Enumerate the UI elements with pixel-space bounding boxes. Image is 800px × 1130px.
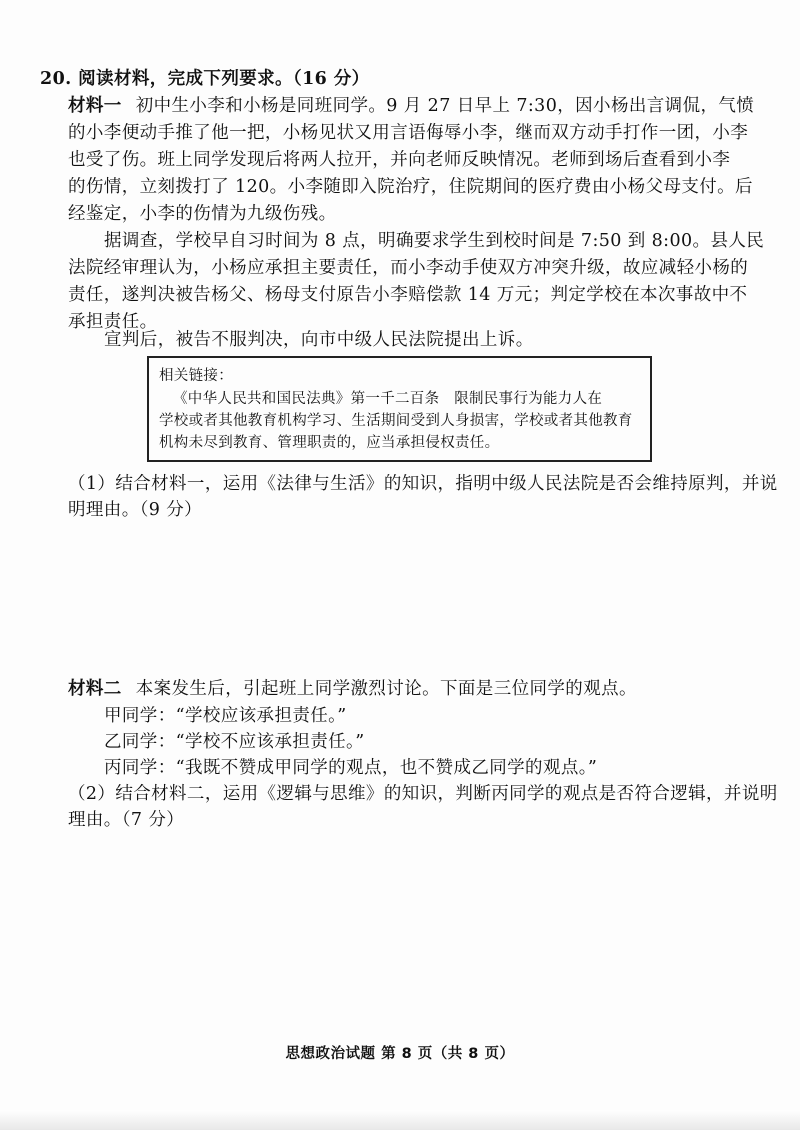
material2-line bbox=[68, 676, 748, 702]
material1-label: 材料一 bbox=[68, 96, 122, 116]
related-link-line-2: 学校或者其他教育机构学习、生活期间受到人身损害，学校或者其他教育 bbox=[159, 413, 633, 429]
material1-line-4: 的伤情，立刻拨打了 120。小李随即入院治疗，住院期间的医疗费由小杨父母支付。后 bbox=[68, 177, 753, 197]
material1-para2-line-1: 据调查，学校早自习时间为 8 点，明确要求学生到校时间是 7:50 到 8:00。县人民 bbox=[104, 231, 765, 251]
sub-question-1-line-2: 明理由。（9 分） bbox=[68, 500, 203, 520]
material2-label: 材料二 bbox=[68, 679, 122, 699]
material1-para2-line-2: 法院经审理认为，小杨应承担主要责任，而小李动手使双方冲突升级，故应减轻小杨的 bbox=[68, 258, 749, 278]
material1-para2-line-3: 责任，遂判决被告杨父、杨母支付原告小李赔偿款 14 万元；判定学校在本次事故中不 bbox=[68, 285, 748, 305]
view-bing: 丙同学：“我既不赞成甲同学的观点，也不赞成乙同学的观点。” bbox=[104, 758, 598, 778]
related-link-title: 相关链接： bbox=[159, 368, 233, 384]
view-jia: 甲同学：“学校应该承担责任。” bbox=[104, 706, 347, 726]
sub-question-1-line-1: （1）结合材料一，运用《法律与生活》的知识，指明中级人民法院是否会维持原判，并说 bbox=[68, 474, 778, 494]
related-link-box bbox=[147, 356, 652, 462]
sub-question-2-line-2: 理由。（7 分） bbox=[68, 810, 185, 830]
related-link-line-3: 机构未尽到教育、管理职责的，应当承担侵权责任。 bbox=[159, 435, 500, 451]
material2-text: 本案发生后，引起班上同学激烈讨论。下面是三位同学的观点。 bbox=[135, 679, 637, 699]
view-yi: 乙同学：“学校不应该承担责任。” bbox=[104, 732, 365, 752]
material1-line-2: 的小李便动手推了他一把，小杨见状又用言语侮辱小李，继而双方动手打作一团，小李 bbox=[68, 123, 749, 143]
sub-question-2-line-1: （2）结合材料二，运用《逻辑与思维》的知识，判断丙同学的观点是否符合逻辑，并说明 bbox=[68, 784, 778, 804]
scan-edge-shade bbox=[0, 1110, 800, 1130]
material1-line-5: 经鉴定，小李的伤情为九级伤残。 bbox=[68, 204, 337, 224]
related-link-line-1: 《中华人民共和国民法典》第一千二百条 限制民事行为能力人在 bbox=[173, 391, 603, 407]
page-footer: 思想政治试题 第 8 页（共 8 页） bbox=[285, 1046, 515, 1062]
question-title: 20. 阅读材料，完成下列要求。（16 分） bbox=[40, 69, 370, 89]
material1-line-1 bbox=[68, 93, 755, 119]
material1-line-3: 也受了伤。班上同学发现后将两人拉开，并向老师反映情况。老师到场后查看到小李 bbox=[68, 150, 731, 170]
material1-para3: 宣判后，被告不服判决，向市中级人民法院提出上诉。 bbox=[104, 330, 534, 350]
material1-para2-line-4: 承担责任。 bbox=[68, 312, 158, 332]
material1-text-1: 初中生小李和小杨是同班同学。9 月 27 日早上 7:30，因小杨出言调侃，气愤 bbox=[135, 96, 755, 116]
